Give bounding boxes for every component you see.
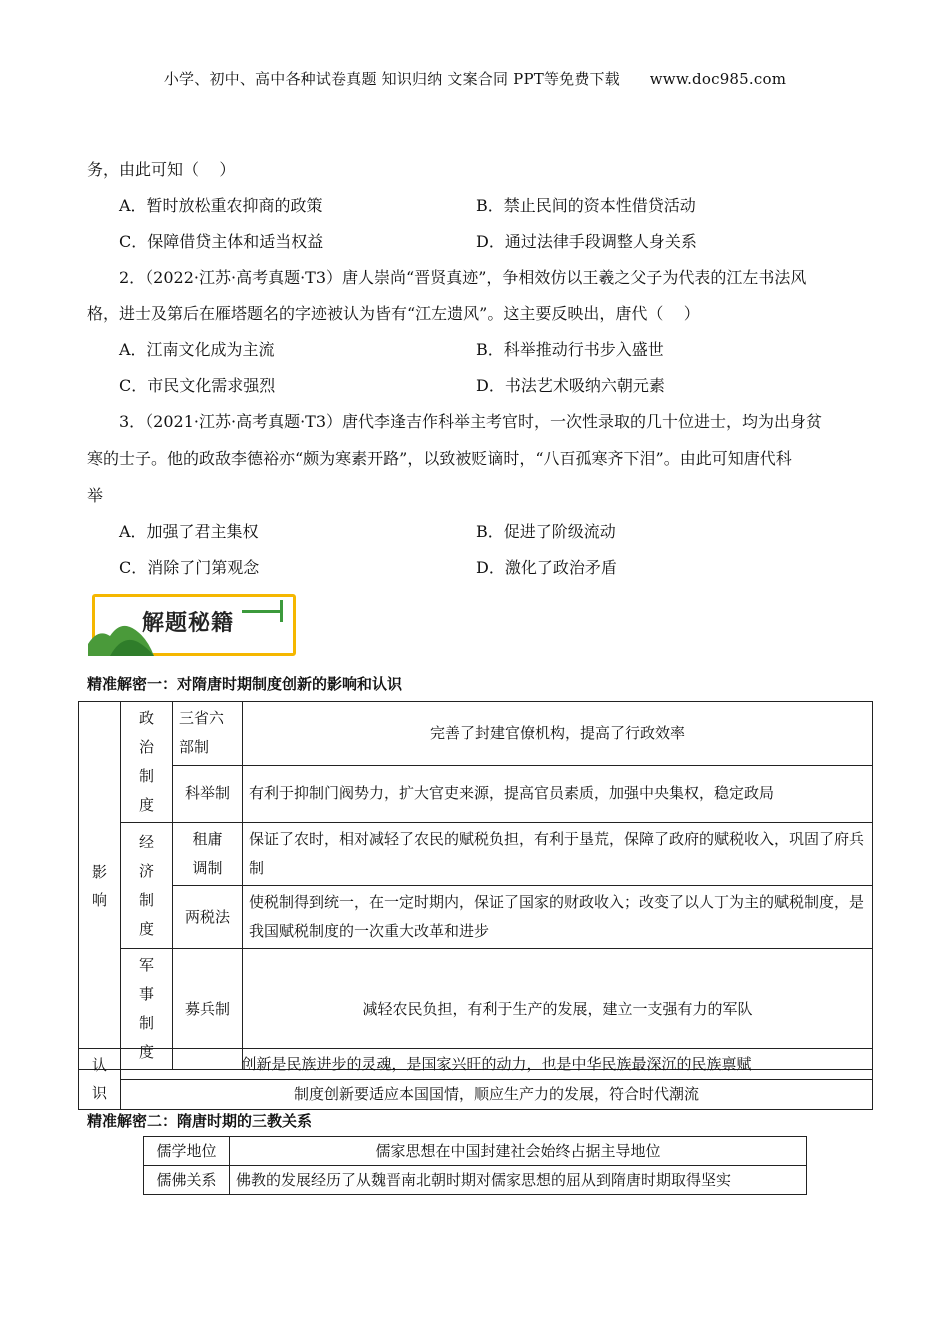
economic-label-text: 经济制度 — [138, 832, 154, 938]
q1-option-a: A．暂时放松重农抑商的政策 — [119, 196, 323, 215]
table-row — [144, 1137, 807, 1166]
q3-option-c: C．消除了门第观念 — [119, 558, 260, 577]
badge-title: 解题秘籍 — [142, 611, 235, 636]
table-row — [79, 1079, 873, 1110]
row-name: 科举制 — [173, 765, 243, 822]
row-desc: 佛教的发展经历了从魏晋南北朝时期对儒家思想的屈从到隋唐时期取得坚实 — [230, 1166, 807, 1195]
row-desc: 保证了农时，相对减轻了农民的赋税负担，有利于垦荒，保障了政府的赋税收入，巩固了府兵制 — [243, 823, 873, 886]
recognition-item: 制度创新要适应本国国情，顺应生产力的发展，符合时代潮流 — [121, 1079, 873, 1110]
row-desc: 有利于抑制门阀势力，扩大官吏来源，提高官员素质，加强中央集权，稳定政局 — [243, 765, 873, 822]
row-name: 两税法 — [173, 886, 243, 949]
q2-option-a: A．江南文化成为主流 — [119, 340, 275, 359]
table-row — [79, 702, 873, 766]
row-name: 儒学地位 — [144, 1137, 230, 1166]
row-name: 三省六部制 — [173, 702, 243, 766]
three-teachings-table — [143, 1136, 807, 1195]
q2-option-b: B．科举推动行书步入盛世 — [476, 340, 664, 359]
table-row — [79, 1049, 873, 1080]
recognition-item: 创新是民族进步的灵魂，是国家兴旺的动力，也是中华民族最深沉的民族禀赋 — [121, 1049, 873, 1080]
q1-option-b: B．禁止民间的资本性借贷活动 — [476, 196, 696, 215]
q3-option-b: B．促进了阶级流动 — [476, 522, 616, 541]
recognition-label — [79, 1049, 121, 1110]
political-label — [121, 702, 173, 823]
table-row — [144, 1166, 807, 1195]
q2-option-c: C．市民文化需求强烈 — [119, 376, 276, 395]
q1-tail: 务，由此可知（ ） — [87, 160, 236, 179]
section1-title: 精准解密一：对隋唐时期制度创新的影响和认识 — [87, 675, 403, 693]
row-desc: 使税制得到统一，在一定时期内，保证了国家的财政收入；改变了以人丁为主的赋税制度，是我国赋税制度的一次重大改革和进步 — [243, 886, 873, 949]
badge-accent-bar — [280, 600, 283, 622]
recognition-table — [78, 1048, 873, 1110]
row-desc: 儒家思想在中国封建社会始终占据主导地位 — [230, 1137, 807, 1166]
q3-line3: 举 — [87, 486, 104, 505]
recognition-label-text: 认识 — [91, 1056, 107, 1102]
table-row — [79, 886, 873, 949]
q3-line2: 寒的士子。他的政敌李德裕亦“颇为寒素开路”，以致被贬谪时，“八百孤寒齐下泪”。由此可知唐代科 — [87, 449, 792, 468]
q2-line2: 格，进士及第后在雁塔题名的字迹被认为皆有“江左遗风”。这主要反映出，唐代（ ） — [87, 304, 700, 323]
q1-option-d: D．通过法律手段调整人身关系 — [476, 232, 697, 251]
badge-accent-line — [242, 610, 282, 613]
q3-line1: 3．（2021·江苏·高考真题·T3）唐代李逢吉作科举主考官时，一次性录取的几十位进士，均为出身贫 — [119, 412, 823, 431]
row-desc: 减轻农民负担，有利于生产的发展，建立一支强有力的军队 — [243, 949, 873, 1070]
row-name: 儒佛关系 — [144, 1166, 230, 1195]
impact-table — [78, 701, 873, 1070]
q1-option-c: C．保障借贷主体和适当权益 — [119, 232, 324, 251]
row-name-text: 租庸调制 — [192, 830, 223, 877]
q3-option-a: A．加强了君主集权 — [119, 522, 259, 541]
page-header: 小学、初中、高中各种试卷真题 知识归纳 文案合同 PPT等免费下载 www.doc985.com — [163, 70, 787, 88]
table-row — [79, 823, 873, 886]
q2-line1: 2．（2022·江苏·高考真题·T3）唐人崇尚“晋贤真迹”，争相效仿以王羲之父子为代表的江左书法风 — [119, 268, 807, 287]
row-name — [173, 823, 243, 886]
q3-option-d: D．激化了政治矛盾 — [476, 558, 617, 577]
q2-option-d: D．书法艺术吸纳六朝元素 — [476, 376, 665, 395]
political-label-text: 政治制度 — [138, 709, 154, 814]
impact-label — [79, 702, 121, 1070]
section-badge — [92, 594, 292, 654]
impact-label-text: 影响 — [91, 862, 107, 909]
row-name: 募兵制 — [173, 949, 243, 1070]
row-desc: 完善了封建官僚机构，提高了行政效率 — [243, 702, 873, 766]
section2-title: 精准解密二：隋唐时期的三教关系 — [87, 1112, 313, 1130]
economic-label — [121, 823, 173, 949]
military-label-text: 军事制度 — [138, 956, 154, 1061]
table-row — [79, 765, 873, 822]
